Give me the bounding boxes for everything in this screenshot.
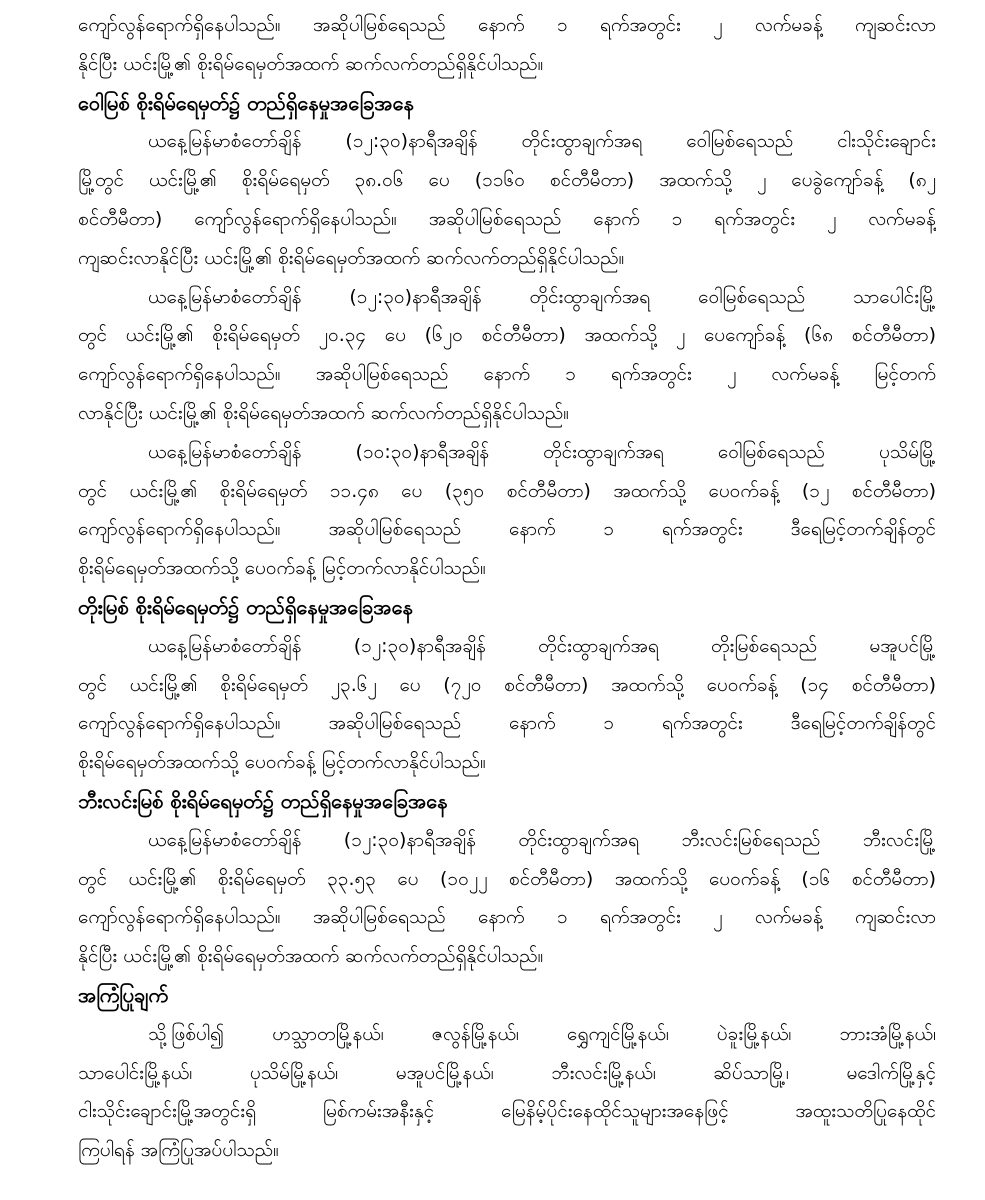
paragraph-line: ယနေ့မြန်မာစံတော်ချိန် (၁၂:၃၀)နာရီအချိန် တိုင်းထွာချက်အရ တိုးမြစ်ရေသည် မအူပင်မြို့ bbox=[148, 634, 936, 657]
paragraph-line: စိုးရိမ်ရေမှတ်အထက်သို့ ပေဝက်ခန့် မြင့်တက်လာနိုင်ပါသည်။ bbox=[78, 751, 486, 774]
paragraph-line: တွင် ယင်းမြို့၏ စိုးရိမ်ရေမှတ် ၃၃.၅၃ ပေ (၁၀၂၂ စင်တီမီတာ) အထက်သို့ ပေဝက်ခန့် (၁၆ စင်တီမီတာ) bbox=[78, 867, 936, 890]
paragraph-line: နိုင်ပြီး ယင်းမြို့၏ စိုးရိမ်ရေမှတ်အထက် ဆက်လက်တည်ရှိနိုင်ပါသည်။ bbox=[78, 52, 544, 75]
paragraph-line: သို့ဖြစ်ပါ၍ ဟသ္သာတမြို့နယ်၊ ဇလွန်မြို့နယ်၊ ရွှေကျင်မြို့နယ်၊ ပဲခူးမြို့နယ်၊ ဘားအံမြို့နယ်၊ bbox=[148, 1022, 936, 1045]
paragraph-line: ကျော်လွန်ရောက်ရှိနေပါသည်။ အဆိုပါမြစ်ရေသည် နောက် ၁ ရက်အတွင်း ဒီရေမြင့်တက်ချိန်တွင် bbox=[78, 712, 936, 735]
paragraph-line: ကြပါရန် အကြံပြုအပ်ပါသည်။ bbox=[78, 1139, 279, 1162]
paragraph-line: လာနိုင်ပြီး ယင်းမြို့၏ စိုးရိမ်ရေမှတ်အထက် ဆက်လက်တည်ရှိနိုင်ပါသည်။ bbox=[78, 402, 570, 424]
section-heading: အကြံပြုချက် bbox=[78, 983, 169, 1007]
paragraph-line: ကျော်လွန်ရောက်ရှိနေပါသည်။ အဆိုပါမြစ်ရေသည် နောက် ၁ ရက်အတွင်း ဒီရေမြင့်တက်ချိန်တွင် bbox=[78, 518, 936, 541]
paragraph-line: ကျော်လွန်ရောက်ရှိနေပါသည်။ အဆိုပါမြစ်ရေသည် နောက် ၁ ရက်အတွင်း ၂ လက်မခန့် ကျဆင်းလာ bbox=[78, 906, 936, 929]
paragraph-line: ယနေ့မြန်မာစံတော်ချိန် (၁၂:၃၀)နာရီအချိန် တိုင်းထွာချက်အရ ဝေါမြစ်ရေသည် သာပေါင်းမြို့ bbox=[148, 285, 936, 308]
paragraph-line: ကျော်လွန်ရောက်ရှိနေပါသည်။ အဆိုပါမြစ်ရေသည် နောက် ၁ ရက်အတွင်း ၂ လက်မခန့် ကျဆင်းလာ bbox=[78, 14, 936, 36]
paragraph-line: ကျော်လွန်ရောက်ရှိနေပါသည်။ အဆိုပါမြစ်ရေသည် နောက် ၁ ရက်အတွင်း ၂ လက်မခန့် မြင့်တက် bbox=[78, 363, 936, 386]
document-page bbox=[78, 0, 936, 1200]
section-heading: တိုးမြစ် စိုးရိမ်ရေမှတ်၌ တည်ရှိနေမှုအခြေအနေ bbox=[78, 595, 413, 619]
section-heading: ဘီးလင်းမြစ် စိုးရိမ်ရေမှတ်၌ တည်ရှိနေမှုအခြေအနေ bbox=[78, 789, 448, 813]
paragraph-line: ယနေ့မြန်မာစံတော်ချိန် (၁၀:၃၀)နာရီအချိန် တိုင်းထွာချက်အရ ဝေါမြစ်ရေသည် ပုသိမ်မြို့ bbox=[148, 440, 936, 463]
section-heading: ဝေါမြစ် စိုးရိမ်ရေမှတ်၌ တည်ရှိနေမှုအခြေအနေ bbox=[78, 90, 414, 115]
paragraph-line: ငါးသိုင်းချောင်းမြို့အတွင်းရှိ မြစ်ကမ်းအနီးနှင့် မြေနိမ့်ပိုင်းနေထိုင်သူများအနေဖြင့် အထူးသတိပြုနေထိုင် bbox=[78, 1100, 936, 1123]
paragraph-line: ယနေ့မြန်မာစံတော်ချိန် (၁၂:၃၀)နာရီအချိန် တိုင်းထွာချက်အရ ဝေါမြစ်ရေသည် ငါးသိုင်းချောင်း bbox=[148, 130, 936, 153]
paragraph-line: နိုင်ပြီး ယင်းမြို့၏ စိုးရိမ်ရေမှတ်အထက် ဆက်လက်တည်ရှိနိုင်ပါသည်။ bbox=[78, 945, 544, 968]
paragraph-line: တွင် ယင်းမြို့၏ စိုးရိမ်ရေမှတ် ၁၁.၄၈ ပေ (၃၅၀ စင်တီမီတာ) အထက်သို့ ပေဝက်ခန့် (၁၂ စင်တီမီတာ) bbox=[78, 479, 936, 502]
paragraph-line: တွင် ယင်းမြို့၏ စိုးရိမ်ရေမှတ် ၂၀.၃၄ ပေ (၆၂၀ စင်တီမီတာ) အထက်သို့ ၂ ပေကျော်ခန့် (၆၈ စင်တီမီတာ) bbox=[78, 324, 936, 347]
paragraph-line: ယနေ့မြန်မာစံတော်ချိန် (၁၂:၃၀)နာရီအချိန် တိုင်းထွာချက်အရ ဘီးလင်းမြစ်ရေသည် ဘီးလင်းမြို့ bbox=[148, 828, 936, 851]
paragraph-line: ကျဆင်းလာနိုင်ပြီး ယင်းမြို့၏ စိုးရိမ်ရေမှတ်အထက် ဆက်လက်တည်ရှိနိုင်ပါသည်။ bbox=[78, 246, 625, 269]
paragraph-line: တွင် ယင်းမြို့၏ စိုးရိမ်ရေမှတ် ၂၃.၆၂ ပေ (၇၂၀ စင်တီမီတာ) အထက်သို့ ပေဝက်ခန့် (၁၄ စင်တီမီတာ) bbox=[78, 673, 936, 696]
paragraph-line: သာပေါင်းမြို့နယ်၊ ပုသိမ်မြို့နယ်၊ မအူပင်မြို့နယ်၊ ဘီးလင်းမြို့နယ်၊ ဆိပ်သာမြို့၊ မဒေါက်မြို့နှင့် bbox=[78, 1061, 936, 1084]
paragraph-line: စင်တီမီတာ) ကျော်လွန်ရောက်ရှိနေပါသည်။ အဆိုပါမြစ်ရေသည် နောက် ၁ ရက်အတွင်း ၂ လက်မခန့် bbox=[78, 208, 936, 230]
paragraph-line: မြို့တွင် ယင်းမြို့၏ စိုးရိမ်ရေမှတ် ၃၈.၀၆ ပေ (၁၁၆၀ စင်တီမီတာ) အထက်သို့ ၂ ပေခွဲကျော်ခန့် (၈၂ bbox=[78, 169, 936, 192]
paragraph-line: စိုးရိမ်ရေမှတ်အထက်သို့ ပေဝက်ခန့် မြင့်တက်လာနိုင်ပါသည်။ bbox=[78, 557, 486, 580]
